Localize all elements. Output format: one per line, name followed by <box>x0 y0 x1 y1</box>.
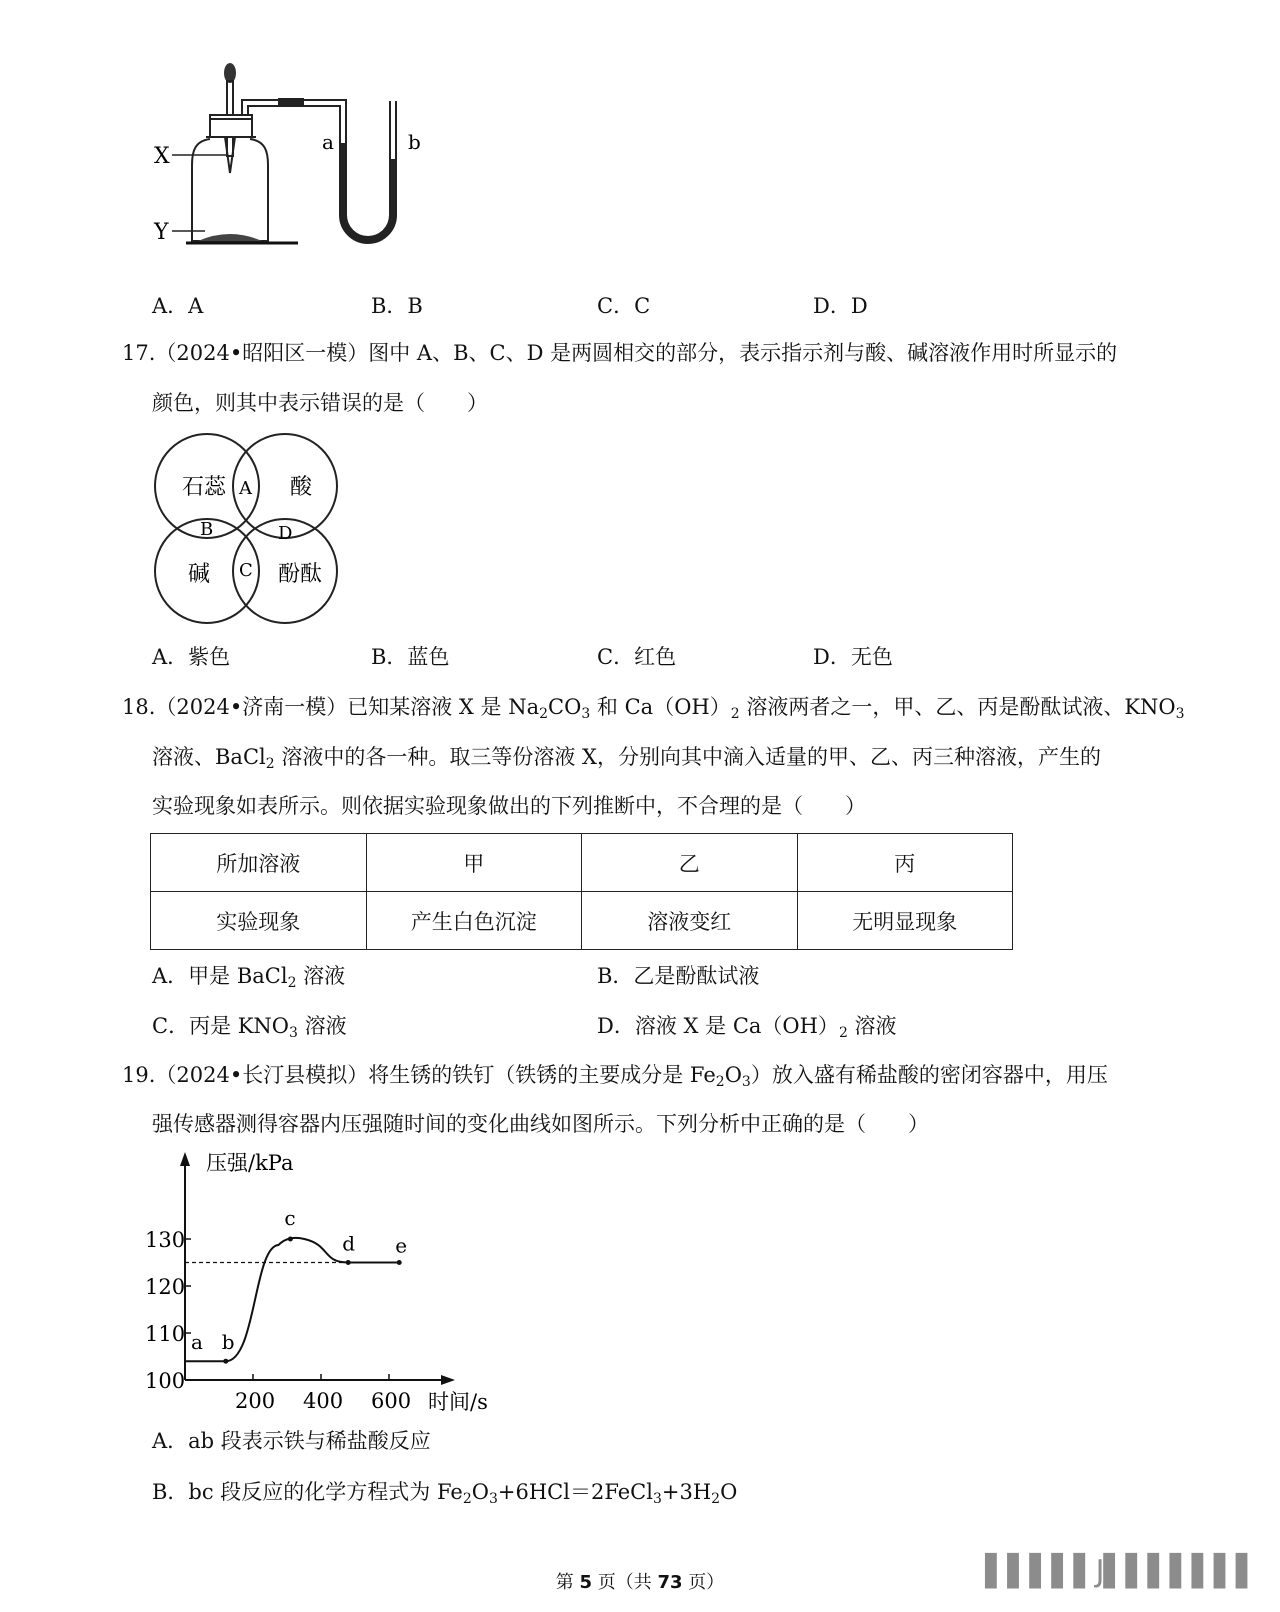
table-cell: 甲 <box>366 834 582 892</box>
q18-stem-line2: 溶液、BaCl$_2$ 溶液中的各一种。取三等份溶液 X，分别向其中滴入适量的甲、乙、丙三种溶液，产生的 <box>152 745 1101 772</box>
venn-region-b: B <box>200 519 214 540</box>
solid-y <box>198 234 262 241</box>
table-row <box>151 892 1013 950</box>
point-label-a: a <box>191 1330 203 1355</box>
q17-stem-line1: 17.（2024•昭阳区一模）图中 A、B、C、D 是两圆相交的部分，表示指示剂与酸、碱溶液作用时所显示的 <box>122 341 1118 365</box>
venn-region-d: D <box>278 523 293 544</box>
data-point-c <box>288 1237 293 1242</box>
q18-option-a: A．甲是 BaCl$_2$ 溶液 <box>152 964 346 991</box>
q19-stem-line2: 强传感器测得容器内压强随时间的变化曲线如图所示。下列分析中正确的是（ ） <box>152 1112 929 1136</box>
table-cell: 溶液变红 <box>582 892 798 950</box>
q19-stem-line1: 19.（2024•长汀县模拟）将生锈的铁钉（铁锈的主要成分是 $Fe_2O_3$）放入盛有稀盐酸的密闭容器中，用压 <box>122 1063 1108 1090</box>
x-tick-label: 200 <box>235 1389 276 1413</box>
y-axis-arrow <box>180 1152 190 1166</box>
data-point-e <box>397 1260 402 1265</box>
venn-diagram <box>150 428 350 628</box>
pressure-chart <box>140 1148 520 1418</box>
venn-acid: 酸 <box>290 475 313 500</box>
q18-stem-line1: 18.（2024•济南一模）已知某溶液 X 是 $Na_2CO_3$ 和 $Ca(OH)_2$ 溶液两者之一，甲、乙、丙是酚酞试液、$KNO_3$ <box>122 695 1185 722</box>
table-cell: 乙 <box>582 834 798 892</box>
q19-option-a: A．ab 段表示铁与稀盐酸反应 <box>152 1429 431 1453</box>
y-tick-label: 130 <box>145 1228 186 1252</box>
page-number: 5 <box>579 1572 592 1593</box>
q19-option-b: B．bc 段反应的化学方程式为 $Fe_2O_3+6HCl=2FeCl_3+3H_2O$ <box>152 1480 738 1507</box>
table-cell: 丙 <box>797 834 1013 892</box>
table-row <box>151 834 1013 892</box>
page-total: 73 <box>657 1572 683 1593</box>
q16-option-a: A．A <box>152 294 204 318</box>
q18-option-b: B．乙是酚酞试液 <box>597 964 760 988</box>
venn-phenol: 酚酞 <box>278 562 323 587</box>
apparatus-figure <box>150 55 450 260</box>
y-tick-label: 110 <box>145 1322 186 1346</box>
point-label-c: c <box>284 1206 296 1230</box>
q18-stem-line3: 实验现象如表所示。则依据实验现象做出的下列推断中，不合理的是（ ） <box>152 794 866 818</box>
q17-option-d: D．无色 <box>813 645 893 669</box>
pressure-curve <box>185 1238 399 1361</box>
label-y: Y <box>154 220 169 245</box>
page-footer: 第 5 页（共 73 页） <box>555 1572 725 1593</box>
chart-ylabel: 压强/kPa <box>206 1151 294 1175</box>
q18-option-d: D．溶液 X 是 $Ca(OH)_2$ 溶液 <box>597 1014 897 1041</box>
q17-option-c: C．红色 <box>597 645 677 669</box>
label-b: b <box>408 130 421 154</box>
point-label-b: b <box>221 1330 235 1355</box>
q17-stem-line2: 颜色，则其中表示错误的是（ ） <box>152 391 488 415</box>
q18-table <box>150 833 1013 950</box>
watermark-logo: ▌▌▌▌▌J▌▌▌▌▌▌▌ <box>985 1554 1258 1589</box>
chart-xlabel: 时间/s <box>428 1390 488 1414</box>
y-tick-label: 100 <box>145 1369 186 1393</box>
label-x: X <box>154 144 170 169</box>
y-tick-label: 120 <box>145 1275 186 1299</box>
venn-shirui: 石蕊 <box>182 475 227 500</box>
table-cell: 实验现象 <box>151 892 367 950</box>
q16-option-d: D．D <box>813 294 868 318</box>
label-a: a <box>322 130 334 154</box>
venn-region-c: C <box>239 560 253 581</box>
table-cell: 无明显现象 <box>797 892 1013 950</box>
venn-base: 碱 <box>188 562 211 587</box>
x-axis-arrow <box>441 1375 455 1385</box>
q18-option-c: C．丙是 $KNO_3$ 溶液 <box>152 1014 347 1041</box>
q17-option-b: B．蓝色 <box>371 645 450 669</box>
q16-option-c: C．C <box>597 294 651 318</box>
x-tick-label: 400 <box>303 1389 344 1413</box>
data-point-d <box>346 1260 351 1265</box>
table-cell: 产生白色沉淀 <box>366 892 582 950</box>
q16-option-b: B．B <box>371 294 423 318</box>
u-tube <box>340 101 396 243</box>
point-label-e: e <box>395 1233 408 1258</box>
q17-option-a: A．紫色 <box>152 645 231 669</box>
point-label-d: d <box>342 1231 356 1256</box>
x-tick-label: 600 <box>371 1389 412 1413</box>
data-point-b <box>223 1359 228 1364</box>
venn-region-a: A <box>239 478 252 499</box>
table-cell: 所加溶液 <box>151 834 367 892</box>
